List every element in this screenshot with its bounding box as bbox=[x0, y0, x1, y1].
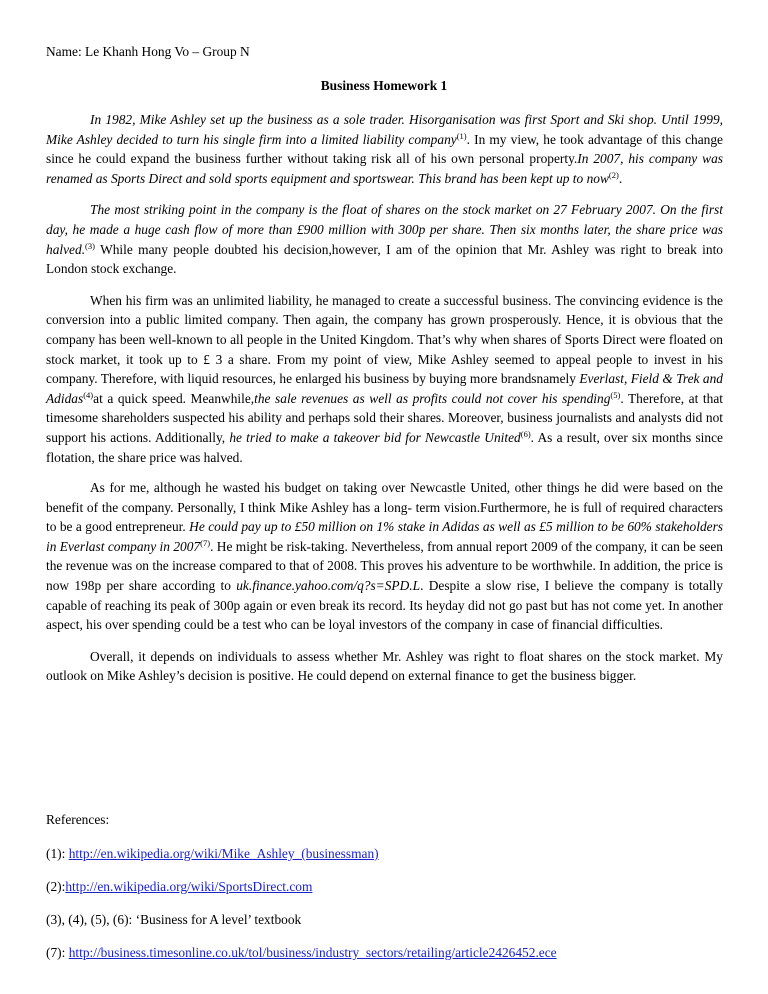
p4-text-1: As for me, although he wasted his budget on taking over Newcastle United, other things he did were based on the benefit of the company. Personally, I think Mike Ashley has a long- term vision.Furthermore, he is full of required characters to be a good entrepreneur. bbox=[46, 480, 723, 535]
p3-text-3: . Therefore, at that timesome shareholders suspected his ability and perhaps sold their shares. Moreover, business journalists and analysts did not support his actions. Additionally, bbox=[46, 390, 723, 445]
student-name-line: Name: Le Khanh Hong Vo – Group N bbox=[46, 44, 250, 59]
reference-2 bbox=[46, 879, 312, 895]
footnote-marker: (2) bbox=[608, 169, 619, 180]
p3-text-4: . As a result, over six months since flotation, the share price was halved. bbox=[46, 429, 723, 465]
reference-2-link[interactable]: http://en.wikipedia.org/wiki/SportsDirect.com bbox=[65, 879, 313, 894]
reference-4-link[interactable]: http://business.timesonline.co.uk/tol/business/industry_sectors/retailing/article2426452.ece bbox=[68, 945, 557, 960]
reference-3: (3), (4), (5), (6): ‘Business for A level’ textbook bbox=[46, 912, 302, 927]
p3-italic-2: he tried to make a takeover bid for Newcastle United bbox=[229, 429, 521, 445]
paragraph-2 bbox=[46, 200, 723, 278]
p2-text-1: While many people doubted his decision,however, I am of the opinion that Mr. Ashley was right to break into London stock exchange. bbox=[46, 241, 723, 277]
reference-1-link[interactable]: http://en.wikipedia.org/wiki/Mike_Ashley_(businessman) bbox=[68, 846, 379, 861]
p4-text-2: . He might be risk-taking. Nevertheless, from annual report 2009 of the company, it can be seen the revenue was on the increase compared to that of 2008. This proves his adventure to be worthwhile. In addition, the price is now 198p per share according to bbox=[46, 538, 723, 594]
paragraph-4 bbox=[46, 478, 723, 635]
reference-label: (7): bbox=[46, 945, 69, 960]
footnote-marker: (5) bbox=[610, 389, 621, 400]
p2-italic-1: The most striking point in the company is the float of shares on the stock market on 27 February 2007. On the first day, he made a huge cash flow of more than £900 million with 300p per share. Then six months later, the share price was halved. bbox=[46, 202, 723, 257]
p3-italic-1: the sale revenues as well as profits could not cover his spending bbox=[254, 390, 611, 406]
p1-italic-2: In 2007, his company was renamed as Sports Direct and sold sports equipment and sportswear. This brand has been kept up to now bbox=[46, 151, 723, 186]
p3-brands: Everlast, Field & Trek and Adidas bbox=[46, 371, 723, 406]
p3-text-1: When his firm was an unlimited liability, he managed to create a successful business. The convincing evidence is the conversion into a public limited company. Then again, the company has grown prosperously. Hence, it is obvious that the company has been well-known to all people in the United Kingdom. That’s why when shares of Sports Direct were floated on stock market, it took up to £ 3 a share. From my point of view, Mike Ashley seemed to appeal people to invest in his company. Therefore, with liquid resources, he enlarged his business by buying more brandsnamely bbox=[46, 292, 723, 387]
p4-text-3: . Despite a slow rise, I believe the company is totally capable of reaching its peak of 300p again or even break its record. Its heyday did not go past but has not come yet. In another aspect, his over spending could be a test who can be loyal investors of the company in case of financial difficulties. bbox=[46, 578, 723, 633]
p4-source: uk.finance.yahoo.com/q?s=SPD.L bbox=[236, 578, 421, 594]
reference-label: (1): bbox=[46, 846, 69, 861]
footnote-marker: (7) bbox=[200, 537, 211, 548]
reference-label: (2): bbox=[46, 879, 66, 894]
footnote-marker: (6) bbox=[520, 428, 531, 439]
p4-italic-1: He could pay up to £50 million on 1% stake in Adidas as well as £5 million to be 60% stakeholders in Everlast company in 2007 bbox=[46, 519, 723, 554]
footnote-marker: (3) bbox=[85, 240, 95, 251]
p1-text-1: . In my view, he took advantage of this change since he could expand the business further without taking risk all of his own personal property. bbox=[46, 131, 724, 167]
footnote-marker: (1) bbox=[456, 130, 467, 141]
p5-text-1: Overall, it depends on individuals to assess whether Mr. Ashley was right to float shares on the stock market. My outlook on Mike Ashley’s decision is positive. He could depend on external finance to get the business bigger. bbox=[46, 648, 723, 684]
essay-body bbox=[46, 110, 723, 698]
references-heading: References: bbox=[46, 812, 110, 827]
footnote-marker: (4) bbox=[83, 389, 94, 400]
paragraph-5 bbox=[46, 647, 723, 686]
p3-text-2: at a quick speed. Meanwhile, bbox=[93, 390, 255, 406]
reference-1 bbox=[46, 846, 379, 862]
reference-4 bbox=[46, 945, 557, 961]
page-title: Business Homework 1 bbox=[320, 78, 448, 93]
p1-italic-1: In 1982, Mike Ashley set up the business as a sole trader. Hisorganisation was first Sport and Ski shop. Until 1999, Mike Ashley decided to turn his single firm into a limited liability company bbox=[46, 112, 723, 147]
paragraph-3 bbox=[46, 291, 723, 467]
p1-text-2: . bbox=[618, 170, 623, 186]
paragraph-1 bbox=[46, 110, 723, 188]
